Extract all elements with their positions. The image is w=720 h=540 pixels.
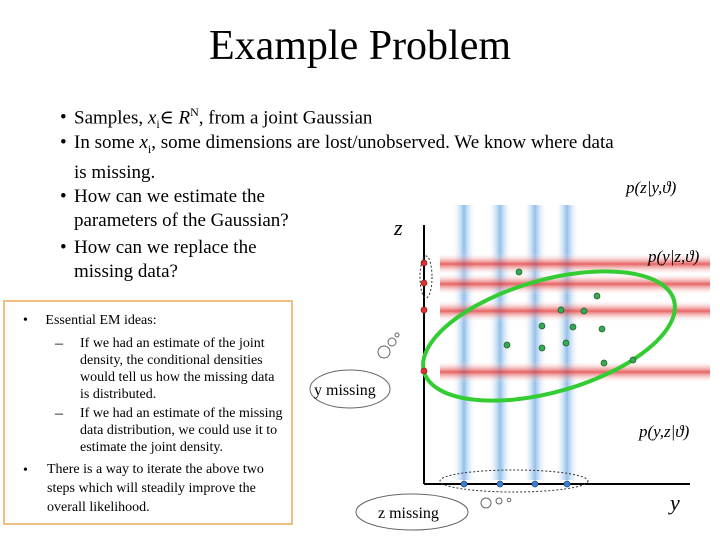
py-label: p(y|z,ϑ): [648, 247, 700, 266]
slide-title: Example Problem: [208, 23, 512, 69]
box-heading: • Essential EM ideas:: [23, 313, 157, 328]
z-missing-text: z missing: [378, 505, 439, 522]
data-point: [570, 324, 576, 330]
data-point: [532, 481, 538, 487]
bubble-tail-dot: [395, 333, 399, 337]
data-point: [594, 293, 600, 299]
bubble-tail-dot: [481, 498, 491, 508]
bubble-tail-dot: [378, 346, 390, 358]
data-point: [581, 308, 587, 314]
bullet-2: • In some $x_i$, some dimensions are lost/unobserved. We know where data is missing.: [60, 132, 614, 183]
data-point: [563, 340, 569, 346]
data-point: [421, 307, 427, 313]
conditional-y-bands: [452, 205, 579, 480]
dash-2: –: [55, 405, 63, 422]
box-sub-2: If we had an estimate of the missing data distribution, we could use it to estimate the joint density.: [80, 406, 283, 455]
data-point: [497, 481, 503, 487]
data-point: [630, 357, 636, 363]
bullet-4: • How can we replace the missing data?: [60, 237, 257, 282]
pyz-label: p(y,z|ϑ): [639, 422, 690, 441]
dash-1: –: [55, 335, 63, 352]
bullet-1: • Samples, $x_i\in$ $R^N$, from a joint Gaussian: [60, 105, 373, 132]
data-point: [564, 481, 570, 487]
z-axis-label: z: [394, 215, 403, 240]
bullet-3: • How can we estimate the parameters of the Gaussian?: [60, 186, 289, 231]
red-band: [440, 361, 710, 383]
data-point: [421, 280, 427, 286]
blue-band: [452, 205, 476, 480]
pz-label: p(z|y,ϑ): [626, 178, 677, 197]
data-point: [539, 323, 545, 329]
bubble-tail-dot: [507, 498, 511, 502]
box-last: There is a way to iterate the above two steps which will steadily improve the overall likelihood.: [47, 462, 264, 515]
data-point: [539, 345, 545, 351]
blue-band: [523, 205, 547, 480]
y-axis-label: y: [670, 490, 680, 515]
bubble-tail-dot: [388, 338, 396, 346]
data-point: [504, 342, 510, 348]
box-bullet-last: •: [23, 463, 28, 478]
data-point: [421, 368, 427, 374]
data-point: [558, 307, 564, 313]
data-point: [516, 269, 522, 275]
bubble-tail-dot: [496, 498, 502, 504]
data-point: [601, 360, 607, 366]
data-point: [599, 326, 605, 332]
data-point: [461, 481, 467, 487]
box-sub-1: If we had an estimate of the joint density, the conditional densities would tell us how the missing data is distributed.: [80, 336, 275, 402]
y-missing-text: y missing: [314, 382, 376, 399]
